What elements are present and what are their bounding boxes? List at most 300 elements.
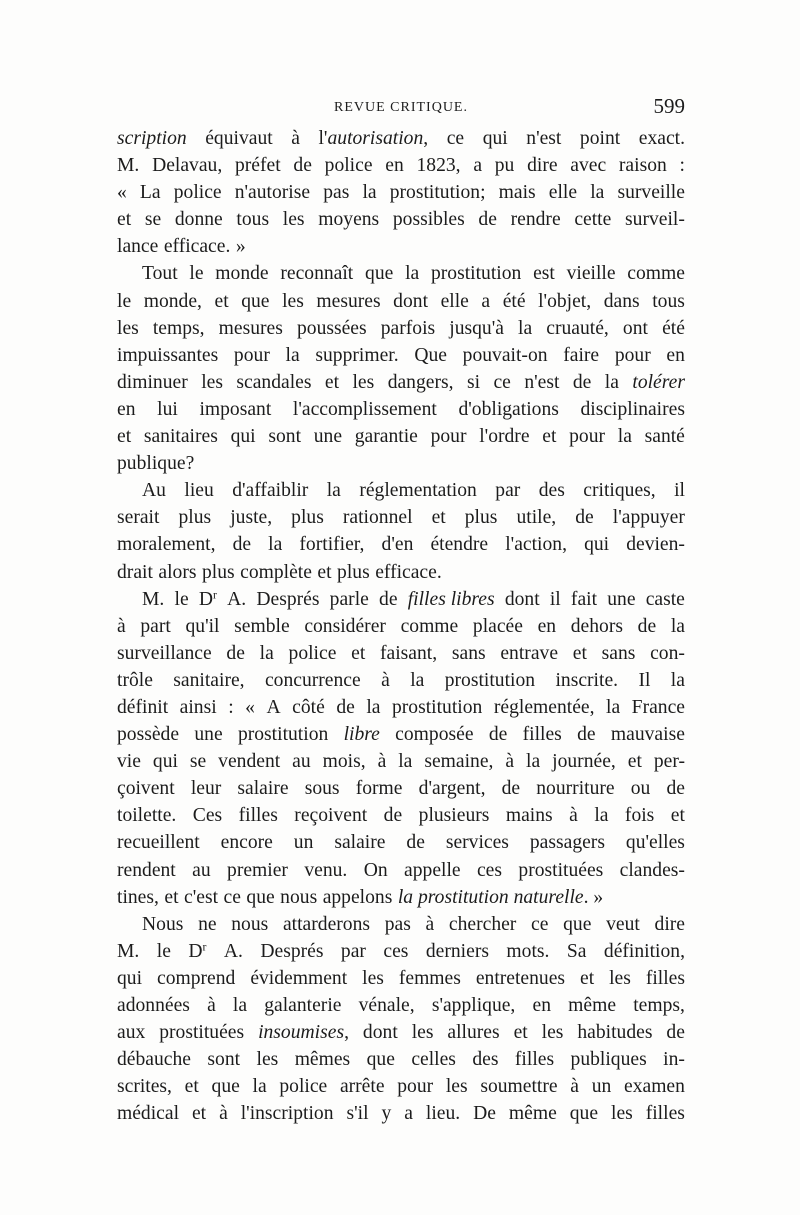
word: et — [580, 967, 595, 989]
word: efficace. — [163, 236, 231, 258]
word: sous — [304, 778, 340, 800]
word: et — [542, 426, 557, 448]
word: Després — [256, 588, 320, 610]
word: d'affaiblir — [232, 480, 309, 502]
word: qui — [482, 128, 508, 149]
word: filles — [514, 1049, 555, 1071]
word: l'appuyer — [612, 507, 685, 529]
word: la — [252, 1076, 267, 1098]
word: à — [505, 751, 515, 773]
word: imposant — [199, 398, 272, 420]
word: passagers — [529, 832, 605, 854]
word: utile, — [516, 507, 557, 529]
word: possède — [117, 724, 180, 746]
word: et — [572, 642, 587, 664]
word: à — [569, 805, 578, 827]
word: pour — [430, 426, 467, 448]
word: la — [606, 696, 621, 718]
word: et — [351, 642, 366, 664]
word: plusieurs — [418, 805, 490, 827]
word: des — [538, 480, 565, 502]
word: Després — [260, 940, 324, 962]
word: plus — [464, 507, 498, 529]
word: une — [194, 724, 223, 746]
word: Sa — [566, 940, 587, 962]
word: médical — [117, 1103, 180, 1125]
word: mois, — [322, 751, 366, 773]
word: réglementée, — [493, 696, 595, 718]
word: surveil- — [625, 209, 685, 231]
word: sont — [268, 426, 302, 448]
word: et — [324, 371, 340, 393]
word: et — [214, 290, 229, 312]
word: vieille — [566, 263, 616, 285]
word: définit — [117, 696, 169, 718]
word: arrête — [339, 1076, 385, 1098]
body-text — [117, 125, 685, 1127]
word: surveille — [617, 182, 685, 204]
word: au — [192, 859, 211, 881]
word: habitudes — [577, 1022, 653, 1044]
running-title: REVUE CRITIQUE. — [334, 100, 468, 115]
word: vénale, — [358, 995, 415, 1016]
text-line — [117, 559, 685, 586]
word: prostitution; — [389, 182, 486, 204]
word: mesures — [218, 317, 283, 339]
word: semaine, — [424, 751, 494, 773]
text-line — [117, 1073, 685, 1100]
word: mains — [505, 805, 553, 827]
word: filles — [522, 724, 562, 746]
word: elle — [440, 290, 469, 312]
word: s'il — [346, 1103, 369, 1125]
word: faisant, — [380, 642, 438, 664]
word: $D^r$ — [188, 940, 207, 962]
word: ont — [622, 317, 648, 339]
word: police — [288, 642, 337, 664]
word: chercher — [448, 913, 517, 935]
word: trôle — [117, 669, 153, 691]
word: publique? — [117, 453, 195, 475]
word: la — [670, 615, 685, 637]
italic-term: tolérer — [632, 371, 685, 393]
word: On — [363, 859, 388, 881]
paragraph-start-line — [117, 260, 685, 287]
word: vendent — [218, 751, 281, 773]
word: dont — [393, 290, 429, 312]
text-line — [117, 315, 685, 342]
word: qui — [117, 967, 143, 989]
word: en — [532, 995, 551, 1016]
word: parfois — [380, 317, 436, 339]
word: que — [241, 290, 270, 312]
word: réglementation — [359, 480, 477, 502]
word: que — [246, 886, 275, 908]
word: adonnées — [117, 995, 190, 1016]
word: cette — [574, 209, 612, 231]
word: de — [379, 588, 398, 610]
word: à — [207, 995, 216, 1016]
word: de — [383, 805, 403, 827]
word: se — [144, 209, 162, 231]
word: même — [568, 995, 617, 1016]
word: pour — [397, 1076, 434, 1098]
word: salaire — [237, 778, 289, 800]
word: et — [117, 426, 132, 448]
word: recueillent — [117, 832, 200, 854]
word: pas — [323, 182, 350, 204]
text-line — [117, 1046, 685, 1073]
word: à — [570, 1076, 579, 1098]
word: la — [518, 317, 533, 339]
word: Ces — [192, 805, 223, 827]
word: 1823, — [416, 155, 461, 177]
word: juste, — [230, 507, 273, 529]
word: per- — [653, 751, 685, 773]
word: d'obligations — [458, 398, 559, 420]
word: allures — [447, 1022, 500, 1044]
word: les — [117, 317, 139, 339]
word: de — [293, 155, 312, 177]
word: garantie — [354, 426, 418, 448]
word: plus — [201, 561, 235, 583]
word: vie — [117, 751, 141, 773]
word: veut — [606, 913, 640, 935]
word: forme — [355, 778, 403, 800]
word: l'action, — [505, 534, 567, 556]
word: dehors — [570, 615, 623, 637]
word: pouvait-on — [462, 344, 548, 366]
word: ne — [198, 913, 217, 935]
word: : — [679, 155, 685, 177]
word: à — [377, 751, 387, 773]
word: une — [313, 426, 343, 448]
italic-term: insoumises — [258, 1022, 345, 1044]
word: les — [282, 290, 304, 312]
word: santé — [644, 426, 685, 448]
word: la — [326, 480, 341, 502]
text-line — [117, 802, 685, 829]
word: de — [666, 1022, 685, 1044]
superscript: r — [213, 588, 217, 602]
word: sans — [601, 642, 636, 664]
word: la — [590, 182, 605, 204]
text-line — [117, 965, 685, 992]
word: qui — [230, 426, 256, 448]
italic-term: filles libres — [407, 588, 495, 610]
word: dont — [362, 1022, 398, 1044]
text-line — [117, 423, 685, 450]
word: ce — [223, 886, 241, 908]
word: donne — [174, 209, 223, 231]
text-line — [117, 342, 685, 369]
word: même — [508, 1103, 557, 1125]
text-line — [117, 288, 685, 315]
word: police — [279, 1076, 328, 1098]
word: à — [425, 913, 435, 935]
word: leur — [190, 778, 222, 800]
word: sont — [207, 1049, 241, 1071]
word-group: la prostitution naturelle. » — [397, 886, 604, 908]
word: a — [473, 155, 483, 177]
word: un — [591, 1076, 612, 1098]
italic-term: libre — [343, 724, 380, 746]
text-line — [117, 938, 685, 965]
italic-term: autorisation — [327, 128, 424, 149]
word: ces — [476, 859, 503, 881]
word: part — [140, 615, 171, 637]
word: efficace. — [375, 561, 442, 583]
page-number: 599 — [653, 94, 685, 118]
word: examen — [624, 1076, 685, 1098]
word: moralement, — [117, 534, 216, 556]
word: « — [245, 696, 255, 718]
word: derniers — [425, 940, 489, 962]
word: de — [232, 534, 252, 556]
word: appelle — [404, 859, 461, 881]
text-line — [117, 504, 685, 531]
word: étendre — [430, 534, 489, 556]
text-line — [117, 829, 685, 856]
word: les — [352, 371, 375, 393]
word: faire — [563, 344, 600, 366]
word: a — [404, 1103, 413, 1125]
word: inscrite. — [555, 669, 619, 691]
word: lui — [157, 398, 178, 420]
word: le — [117, 290, 132, 312]
word: de — [577, 724, 596, 746]
word: fois — [624, 805, 655, 827]
word: la — [259, 642, 274, 664]
word: définition, — [603, 940, 685, 962]
word: les — [201, 371, 223, 393]
word: temps, — [152, 317, 205, 339]
text-line — [117, 667, 685, 694]
word: fait — [570, 588, 598, 610]
word: été — [502, 290, 526, 312]
word: concurrence — [264, 669, 361, 691]
word: de — [336, 696, 355, 718]
word: que — [366, 1049, 395, 1071]
word: « — [117, 182, 127, 204]
text-line — [117, 884, 685, 911]
paragraph-start-line — [117, 477, 685, 504]
word: lance — [117, 236, 159, 258]
word: en — [537, 615, 557, 637]
word: prostitution — [444, 669, 536, 691]
word: police — [173, 182, 222, 204]
text-line — [117, 613, 685, 640]
word: impuissantes — [117, 344, 219, 366]
word: publiques — [570, 1049, 647, 1071]
word: dire — [654, 913, 685, 935]
word: ce — [531, 913, 549, 935]
word: en — [385, 155, 404, 177]
word: si — [466, 371, 481, 393]
word: sanitaires — [143, 426, 218, 448]
word: la — [268, 534, 283, 556]
word: y — [381, 1103, 392, 1125]
word: femmes — [398, 967, 461, 989]
word: de — [575, 507, 594, 529]
word: Delavau, — [152, 155, 223, 177]
text-line — [117, 1019, 685, 1046]
word: les — [282, 209, 305, 231]
word: la — [594, 805, 609, 827]
word: les — [256, 1049, 279, 1071]
word: » — [235, 236, 246, 258]
word: comprend — [157, 967, 236, 989]
word: dire — [527, 155, 558, 177]
word: est — [533, 263, 555, 285]
word: le — [189, 263, 204, 285]
word: temps, — [633, 995, 685, 1016]
word: Tout — [142, 263, 178, 285]
word: ainsi — [179, 696, 217, 718]
word: prostituées — [518, 859, 604, 881]
word: le — [174, 588, 189, 610]
word: que — [365, 263, 394, 285]
word: d'en — [381, 534, 414, 556]
text-line — [117, 775, 685, 802]
word: et — [317, 561, 332, 583]
word: en — [117, 398, 136, 420]
word: la — [526, 751, 541, 773]
word: entrave — [500, 642, 559, 664]
word: la — [604, 371, 619, 393]
text-line — [117, 396, 685, 423]
word: de — [488, 724, 508, 746]
word: alors — [158, 561, 197, 583]
word: possibles — [392, 209, 465, 231]
word: il — [549, 588, 561, 610]
text-line — [117, 640, 685, 667]
word: et — [513, 1022, 528, 1044]
word: scription — [117, 128, 187, 149]
word: qui — [152, 751, 178, 773]
word: in- — [663, 1049, 685, 1071]
text-line — [117, 748, 685, 775]
word: les — [362, 967, 384, 989]
word: la — [232, 995, 248, 1016]
word: devien- — [626, 534, 685, 556]
word: dans — [603, 290, 640, 312]
word: sanitaire, — [173, 669, 245, 691]
word: reçoivent — [294, 805, 368, 827]
word: soumettre — [480, 1076, 558, 1098]
word: une — [607, 588, 636, 610]
word: dont — [504, 588, 540, 610]
word: les — [411, 1022, 434, 1044]
word: aux — [117, 1022, 146, 1044]
word: le — [156, 940, 171, 962]
word: tous — [652, 290, 685, 312]
text-line — [117, 721, 685, 748]
word: clandes- — [619, 859, 685, 881]
word: A. — [223, 940, 243, 962]
word: placée — [472, 615, 523, 637]
word: encore — [220, 832, 273, 854]
word: parle — [329, 588, 369, 610]
word: la — [285, 344, 300, 366]
text-line — [117, 152, 685, 179]
word: à — [117, 615, 126, 637]
word: mots. — [506, 940, 550, 962]
word: attarderons — [282, 913, 371, 935]
word: il — [674, 480, 685, 502]
word: la — [410, 669, 425, 691]
word: ce — [446, 128, 465, 149]
word: à — [381, 669, 390, 691]
word: les — [611, 1103, 633, 1125]
word: moyens — [318, 209, 380, 231]
word: M. — [117, 155, 140, 177]
word: A — [266, 696, 281, 718]
word: raison — [618, 155, 667, 177]
word: comme — [400, 615, 459, 637]
word: critiques, — [583, 480, 656, 502]
word: Au — [142, 480, 166, 502]
word: de — [226, 642, 245, 664]
word: composée — [395, 724, 474, 746]
word: mêmes — [294, 1049, 351, 1071]
word: a — [481, 290, 491, 312]
word: con- — [650, 642, 685, 664]
word: côté — [292, 696, 325, 718]
word: la — [617, 426, 632, 448]
word: Que — [414, 344, 447, 366]
word: diminuer — [117, 371, 188, 393]
word: $D^r$ — [198, 588, 217, 610]
word: journée, — [552, 751, 616, 773]
word: filles — [645, 967, 685, 989]
word: de — [637, 615, 657, 637]
word: caste — [645, 588, 685, 610]
word: des — [472, 1049, 499, 1071]
word: plus — [337, 561, 370, 583]
word: avec — [570, 155, 607, 177]
word: n'autorise — [234, 182, 311, 204]
word: de — [666, 778, 685, 800]
word: l'objet, — [538, 290, 592, 312]
word: A. — [227, 588, 247, 610]
text-line — [117, 694, 685, 721]
word: considérer — [304, 615, 386, 637]
word: scrites, — [117, 1076, 172, 1098]
word: appelons — [322, 886, 393, 908]
running-head — [117, 94, 685, 124]
word: et — [670, 805, 685, 827]
word: l'accomplissement — [292, 398, 437, 420]
word: ces — [383, 940, 409, 962]
word: c'est — [184, 886, 219, 908]
word: prostituées — [159, 1022, 245, 1044]
word: s'applique, — [431, 995, 516, 1016]
word: plus — [291, 507, 324, 529]
word: la — [362, 182, 377, 204]
word: exact. — [638, 128, 685, 149]
word: pour — [569, 426, 606, 448]
word: de — [501, 778, 521, 800]
word: Il — [638, 669, 651, 691]
word: se — [189, 751, 207, 773]
word: jusqu'à — [449, 317, 504, 339]
text-line — [117, 206, 685, 233]
word: police — [324, 155, 373, 177]
word: filles — [645, 1103, 685, 1125]
word: toilette. — [117, 805, 177, 827]
word: équivaut — [205, 128, 273, 149]
